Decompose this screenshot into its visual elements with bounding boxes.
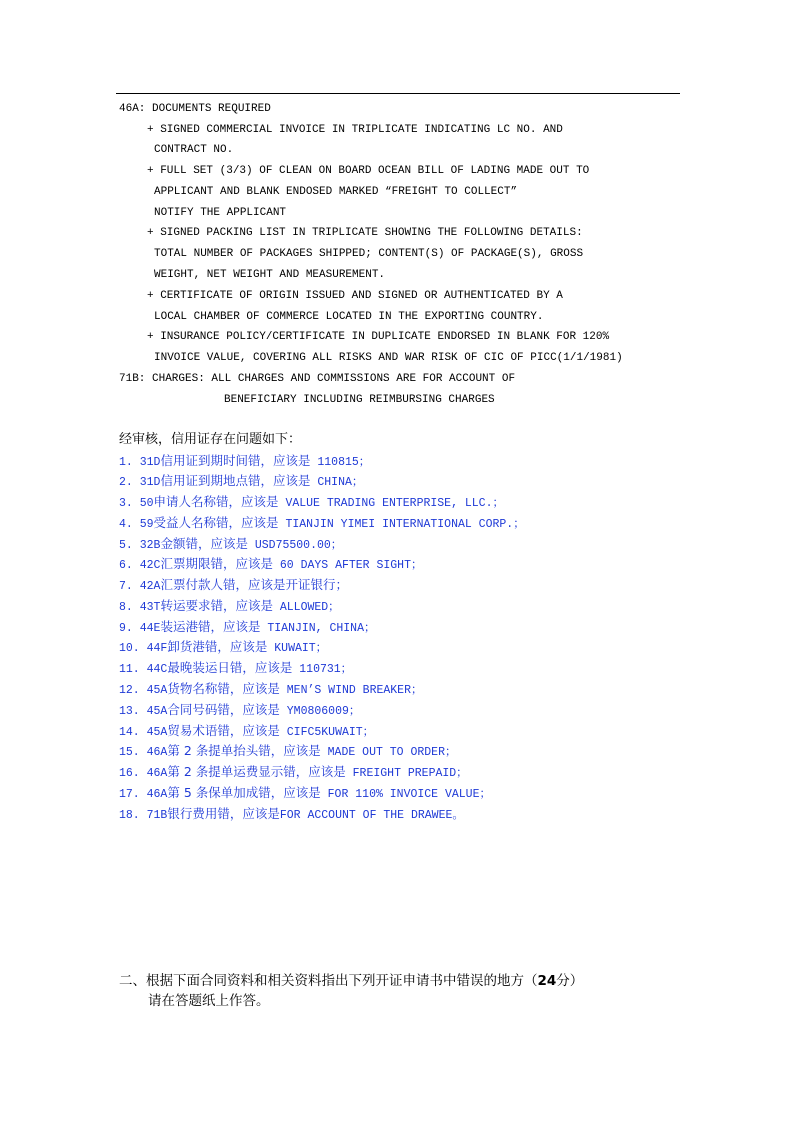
finding-correction: 60 DAYS AFTER SIGHT； (279, 559, 423, 572)
finding-number: 9. (119, 622, 133, 635)
finding-issue: 转运要求错，应该是 (160, 598, 273, 613)
finding-item (119, 617, 375, 637)
doc-item-packing-list: + SIGNED PACKING LIST IN TRIPLICATE SHOWING THE FOLLOWING DETAILS: (147, 227, 583, 239)
finding-field: 71B (146, 809, 168, 822)
finding-number: 13. (119, 705, 140, 718)
finding-issue: 汇票付款人错，应该是开证银行； (160, 577, 348, 592)
finding-issue: 货物名称错，应该是 (167, 681, 280, 696)
finding-item (119, 575, 348, 595)
finding-item (119, 513, 525, 533)
finding-number: 11. (119, 663, 140, 676)
finding-field: 45A (146, 684, 168, 697)
question-title-text: 二、根据下面合同资料和相关资料指出下列开证申请书中错误的地方（ (119, 973, 538, 989)
finding-correction: MADE OUT TO ORDER； (327, 746, 457, 759)
finding-correction: TIANJIN YIMEI INTERNATIONAL CORP.； (285, 518, 525, 531)
finding-issue: 信用证到期时间错，应该是 (160, 453, 311, 468)
finding-correction: FOR ACCOUNT OF THE DRAWEE。 (279, 809, 464, 822)
doc-item-invoice-cont: CONTRACT NO. (154, 144, 234, 156)
finding-number: 1. (119, 456, 133, 469)
doc-item-bill-of-lading-cont: APPLICANT AND BLANK ENDOSED MARKED “FREIGHT TO COLLECT” (154, 186, 518, 198)
finding-number: 6. (119, 559, 133, 572)
header-rule (116, 93, 680, 94)
finding-number: 2. (119, 476, 133, 489)
finding-item (119, 700, 360, 720)
question-points-suffix: 分） (556, 973, 584, 989)
finding-item (119, 492, 504, 512)
finding-item (119, 637, 327, 657)
finding-correction: CIFC5KUWAIT； (286, 726, 375, 739)
question-points: 24 (537, 973, 557, 989)
finding-field: 46A (146, 767, 168, 780)
finding-field: 45A (146, 705, 168, 718)
finding-correction: 110815； (317, 456, 371, 469)
finding-field: 42C (139, 559, 161, 572)
question-note: 请在答题纸上作答。 (148, 993, 270, 1009)
finding-correction: USD75500.00； (254, 539, 343, 552)
finding-number: 7. (119, 580, 133, 593)
doc-item-bill-of-lading-notify: NOTIFY THE APPLICANT (154, 207, 287, 219)
finding-number: 15. (119, 746, 140, 759)
finding-field: 44F (146, 642, 168, 655)
doc-item-certificate-of-origin-cont: LOCAL CHAMBER OF COMMERCE LOCATED IN THE EXPORTING COUNTRY. (154, 311, 544, 323)
finding-issue: 卸货港错，应该是 (167, 639, 268, 654)
finding-issue: 第 2 条提单运费显示错，应该是 (167, 764, 346, 779)
finding-number: 16. (119, 767, 140, 780)
finding-issue: 申请人名称错，应该是 (153, 494, 279, 509)
finding-issue: 汇票期限错，应该是 (160, 556, 273, 571)
finding-item (119, 596, 340, 616)
doc-item-certificate-of-origin: + CERTIFICATE OF ORIGIN ISSUED AND SIGNED OR AUTHENTICATED BY A (147, 290, 563, 302)
finding-number: 17. (119, 788, 140, 801)
finding-issue: 装运港错，应该是 (160, 619, 261, 634)
finding-correction: 110731； (299, 663, 353, 676)
finding-issue: 银行费用错，应该是 (167, 806, 280, 821)
finding-number: 14. (119, 726, 140, 739)
review-intro: 经审核，信用证存在问题如下： (119, 432, 302, 447)
doc-item-packing-list-cont2: WEIGHT, NET WEIGHT AND MEASUREMENT. (154, 269, 386, 281)
finding-correction: FREIGHT PREPAID； (352, 767, 468, 780)
finding-item (119, 658, 352, 678)
finding-correction: KUWAIT； (274, 642, 328, 655)
finding-number: 10. (119, 642, 140, 655)
finding-number: 4. (119, 518, 133, 531)
finding-field: 42A (139, 580, 161, 593)
finding-item (119, 804, 464, 824)
finding-issue: 第 5 条保单加成错，应该是 (167, 785, 321, 800)
finding-correction: FOR 110% INVOICE VALUE； (327, 788, 491, 801)
doc-item-invoice: + SIGNED COMMERCIAL INVOICE IN TRIPLICATE INDICATING LC NO. AND (147, 124, 563, 136)
finding-correction: CHINA； (317, 476, 364, 489)
finding-field: 31D (139, 476, 161, 489)
finding-correction: TIANJIN, CHINA； (267, 622, 376, 635)
finding-number: 18. (119, 809, 140, 822)
doc-item-bill-of-lading: + FULL SET (3/3) OF CLEAN ON BOARD OCEAN BILL OF LADING MADE OUT TO (147, 165, 590, 177)
finding-item (119, 721, 374, 741)
clause-71b-charges: 71B: CHARGES: ALL CHARGES AND COMMISSIONS ARE FOR ACCOUNT OF (119, 373, 516, 385)
clause-46a-heading: 46A: DOCUMENTS REQUIRED (119, 103, 271, 115)
doc-item-insurance: + INSURANCE POLICY/CERTIFICATE IN DUPLICATE ENDORSED IN BLANK FOR 120% (147, 331, 610, 343)
finding-field: 43T (139, 601, 161, 614)
finding-field: 59 (139, 518, 154, 531)
finding-field: 50 (139, 497, 154, 510)
finding-number: 3. (119, 497, 133, 510)
finding-correction: VALUE TRADING ENTERPRISE, LLC.； (285, 497, 504, 510)
finding-field: 32B (139, 539, 161, 552)
finding-item (119, 451, 370, 471)
finding-field: 44C (146, 663, 168, 676)
finding-number: 12. (119, 684, 140, 697)
finding-issue: 第 2 条提单抬头错，应该是 (167, 743, 321, 758)
doc-item-packing-list-cont: TOTAL NUMBER OF PACKAGES SHIPPED; CONTENT(S) OF PACKAGE(S), GROSS (154, 248, 584, 260)
finding-field: 31D (139, 456, 161, 469)
finding-field: 46A (146, 788, 168, 801)
finding-item (119, 783, 491, 803)
finding-item (119, 679, 423, 699)
finding-correction: ALLOWED； (279, 601, 340, 614)
finding-issue: 合同号码错，应该是 (167, 702, 280, 717)
finding-field: 45A (146, 726, 168, 739)
finding-issue: 最晚装运日错，应该是 (167, 660, 293, 675)
finding-field: 44E (139, 622, 161, 635)
finding-correction: MEN’S WIND BREAKER； (286, 684, 423, 697)
finding-number: 8. (119, 601, 133, 614)
finding-item (119, 471, 363, 491)
finding-issue: 信用证到期地点错，应该是 (160, 473, 311, 488)
finding-item (119, 534, 342, 554)
finding-number: 5. (119, 539, 133, 552)
finding-issue: 贸易术语错，应该是 (167, 723, 280, 738)
finding-item (119, 741, 456, 761)
finding-issue: 金额错，应该是 (160, 536, 248, 551)
finding-issue: 受益人名称错，应该是 (153, 515, 279, 530)
finding-correction: YM0806009； (286, 705, 361, 718)
finding-field: 46A (146, 746, 168, 759)
finding-item (119, 554, 422, 574)
clause-71b-charges-cont: BENEFICIARY INCLUDING REIMBURSING CHARGES (224, 394, 495, 406)
question-title (119, 971, 583, 991)
finding-item (119, 762, 468, 782)
doc-item-insurance-cont: INVOICE VALUE, COVERING ALL RISKS AND WAR RISK OF CIC OF PICC(1/1/1981) (154, 352, 623, 364)
